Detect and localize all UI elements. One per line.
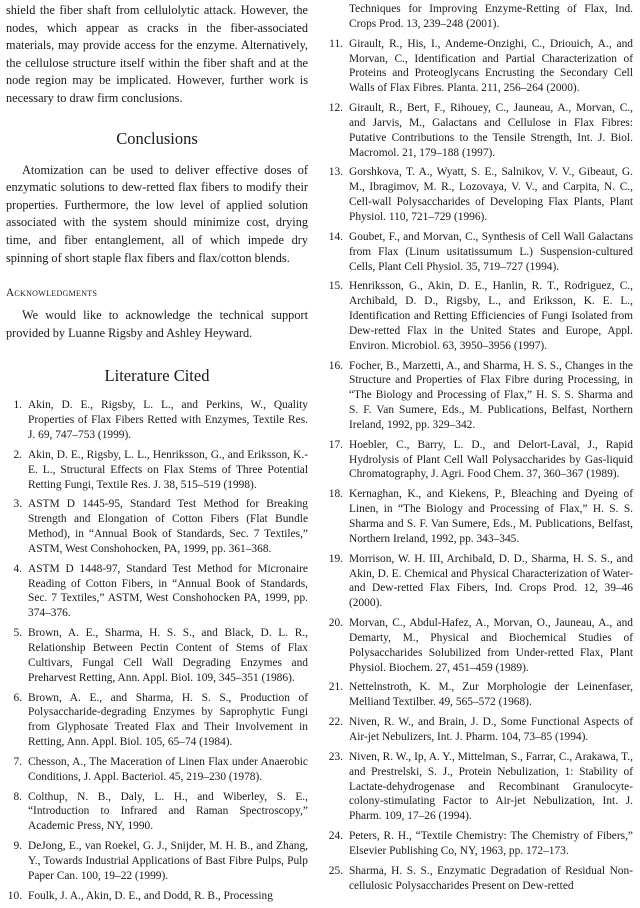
reference-item	[327, 864, 633, 894]
reference-text: Akin, D. E., Rigsby, L. L., and Perkins, W., Quality Properties of Flax Fibers Retted with Enzymes, Textile Res. J. 69, 747–753 (1999).	[28, 399, 308, 441]
reference-number: 6.	[13, 691, 22, 704]
reference-number: 8.	[13, 790, 22, 803]
reference-number: 7.	[13, 755, 22, 768]
reference-text: Foulk, J. A., Akin, D. E., and Dodd, R. B., Processing	[28, 889, 273, 902]
reference-number: 15.	[328, 280, 343, 293]
reference-number: 16.	[328, 359, 343, 372]
reference-text: Sharma, H. S. S., Enzymatic Degradation of Residual Non-cellulosic Polysaccharides Present on Dew-retted	[349, 864, 633, 892]
reference-number: 19.	[328, 552, 343, 565]
reference-text: Akin, D. E., Rigsby, L. L., Henriksson, G., and Eriksson, K.-E. L., Structural Effects on Flax Stems of Three Potential Retting Fungi, Textile Res. J. 38, 515–519 (1998).	[28, 448, 308, 491]
acknowledgments-paragraph: We would like to acknowledge the technical support provided by Luanne Rigsby and Ashley Heyward.	[6, 308, 308, 340]
reference-item	[327, 438, 633, 483]
reference-text: Girault, R., Bert, F., Rihouey, C., Jauneau, A., Morvan, C., and Jarvis, M., Galactans and Cellulose in Flax Fibres: Putative Contributions to the Tensile Strength, Int. J. Biol. Macromol. 21, 179–188 (1997).	[349, 102, 633, 159]
reference-item	[327, 37, 633, 96]
reference-number: 18.	[328, 488, 343, 501]
reference-list-left	[6, 398, 308, 903]
reference-number: 11.	[329, 37, 343, 50]
reference-text: Kernaghan, K., and Kiekens, P., Bleaching and Dyeing of Linen, in “The Biology and Processing of Flax,” H. S. S. Sharma and S. F. Van Sumere, Eds., M. Publications, Belfast, Northern Ireland, 1992, pp. 343–345.	[349, 488, 633, 545]
reference-text: Brown, A. E., and Sharma, H. S. S., Production of Polysaccharide-degrading Enzymes by Saprophytic Fungi from Glyphosate Treated Flax and Their Involvement in Retting, Ann. Appl. Biol. 105, 65–74 (1984).	[28, 691, 308, 749]
reference-item	[6, 839, 308, 884]
reference-number: 25.	[328, 864, 343, 877]
reference-number: 3.	[13, 498, 22, 511]
reference-item	[327, 359, 633, 433]
reference-number: 5.	[13, 627, 22, 640]
reference-number: 14.	[328, 230, 343, 243]
reference-number: 2.	[13, 448, 22, 461]
reference-text: Chesson, A., The Maceration of Linen Flax under Anaerobic Conditions, J. Appl. Bacteriol. 45, 219–230 (1978).	[28, 755, 308, 783]
reference-item	[6, 398, 308, 443]
reference-text: Morrison, W. H. III, Archibald, D. D., Sharma, H. S. S., and Akin, D. E. Chemical and Physical Characterization of Water- and Dew-retted Flax Fibers, Ind. Crops Prod. 12, 39–46 (2000).	[349, 552, 633, 610]
reference-text: ASTM D 1445-95, Standard Test Method for Breaking Strength and Elongation of Cotton Fibers (Flat Bundle Method), in “Annual Book of Standards, Sec. 7 Textiles,” ASTM, West Conshohocken, PA, 1999, pp. 361–368.	[28, 498, 308, 555]
reference-text: Morvan, C., Abdul-Hafez, A., Morvan, O., Jauneau, A., and Demarty, M., Physical and Biochemical Studies of Polysaccharides Solubilized from Under-retted Flax, Plant Physiol. Biochem. 27, 451–459 (1989).	[349, 617, 633, 674]
reference-number: 9.	[13, 840, 22, 853]
reference-number: 4.	[13, 562, 22, 575]
reference-item	[327, 750, 633, 824]
reference-text: Niven, R. W., and Brain, J. D., Some Functional Aspects of Air-jet Nebulizers, Int. J. Pharm. 104, 73–85 (1994).	[349, 716, 633, 743]
reference-text: ASTM D 1448-97, Standard Test Method for Micronaire Reading of Cotton Fibers, in “Annual Book of Standards, Sec. 7 Textiles,” ASTM, West Conshohocken PA, 1999, pp. 374–376.	[28, 562, 308, 620]
reference-item	[327, 616, 633, 675]
reference-text: Henriksson, G., Akin, D. E., Hanlin, R. T., Rodriguez, C., Archibald, D. D., Rigsby, L., and Eriksson, K. E. L., Identification and Retting Efficiencies of Fungi Isolated from Dew-retted Flax in the United States and Europe, Appl. Environ. Microbiol. 63, 3950–3956 (1997).	[349, 280, 633, 352]
reference-item	[327, 279, 633, 353]
reference-continuation-text: Techniques for Improving Enzyme-Retting of Flax, Ind. Crops Prod. 13, 239–248 (2001).	[349, 3, 633, 30]
literature-cited-heading: Literature Cited	[104, 366, 210, 386]
reference-item	[6, 691, 308, 750]
reference-item	[6, 790, 308, 835]
reference-number: 23.	[328, 750, 343, 763]
reference-text: Colthup, N. B., Daly, L. H., and Wiberley, S. E., “Introduction to Infrared and Raman Spectroscopy,” Academic Press, NY, 1990.	[28, 790, 308, 833]
left-column	[6, 0, 308, 908]
reference-number: 22.	[328, 716, 343, 729]
reference-text: Brown, A. E., Sharma, H. S. S., and Black, D. L. R., Relationship Between Pectin Content of Stems of Flax Cultivars, Fungal Cell Wall Degrading Enzymes and Preharvest Retting, Ann. Appl. Biol. 109, 345–351 (1986).	[28, 627, 308, 684]
reference-number: 17.	[328, 438, 343, 451]
reference-item	[6, 497, 308, 556]
reference-item	[6, 626, 308, 685]
reference-number: 20.	[328, 617, 343, 630]
reference-number: 10.	[7, 889, 22, 902]
reference-text: Niven, R. W., Ip, A. Y., Mittelman, S., Farrar, C., Arakawa, T., and Prestrelski, S. J., Protein Nebulization, 1: Stability of Lactate-dehydrogenase and Recombinant Granulocyte-colony-stimulating Factor to Air-jet Nebulization, Int. J. Pharm. 109, 17–26 (1994).	[349, 750, 633, 823]
acknowledgments-heading: Acknowledgments	[6, 287, 98, 300]
reference-text: Nettelnstroth, K. M., Zur Morphologie der Leinenfaser, Melliand Textilber. 49, 565–572 (1968).	[349, 681, 633, 709]
conclusions-heading: Conclusions	[116, 128, 198, 148]
right-column	[327, 0, 633, 898]
reference-text: Peters, R. H., “Textile Chemistry: The Chemistry of Fibers,” Elsevier Publishing Co, NY, 1963, pp. 172–173.	[349, 830, 633, 857]
reference-item	[6, 448, 308, 493]
reference-continuation	[327, 2, 633, 32]
reference-text: Gorshkova, T. A., Wyatt, S. E., Salnikov, V. V., Gibeaut, G. M., Ibragimov, M. R., Lozovaya, V. V., and Carpita, N. C., Cell-wall Polysaccharides of Developing Flax Plants, Plant Physiol. 110, 721–729 (1996).	[349, 166, 633, 223]
reference-item	[327, 829, 633, 859]
reference-item	[6, 889, 308, 904]
reference-number: 24.	[328, 830, 343, 843]
reference-text: DeJong, E., van Roekel, G. J., Snijder, M. H. B., and Zhang, Y., Towards Industrial Applications of Bast Fibre Pulps, Pulp Paper Can. 100, 19–22 (1999).	[28, 840, 308, 882]
reference-item	[327, 487, 633, 546]
reference-number: 13.	[328, 166, 343, 179]
reference-text: Focher, B., Marzetti, A., and Sharma, H. S. S., Changes in the Structure and Properties of Flax Fibre during Processing, in “The Biology and Processing of Flax,” H. S. S. Sharma and S. F. Van Sumere, Eds., M. Publications, Belfast, Northern Ireland, 1992, pp. 329–342.	[349, 359, 633, 431]
reference-number: 12.	[328, 102, 343, 115]
reference-number: 1.	[13, 399, 22, 412]
reference-text: Goubet, F., and Morvan, C., Synthesis of Cell Wall Galactans from Flax (Linum usitatissumum L.) Suspension-cultured Cells, Plant Cell Physiol. 35, 719–727 (1994).	[349, 230, 633, 273]
reference-item	[6, 755, 308, 785]
conclusions-paragraph: Atomization can be used to deliver effective doses of enzymatic solutions to dew-retted flax fibers to modify their properties. Furthermore, the low level of applied solution associated with the system should minimize cost, drying time, and fiber entanglement, all of which impede dry spinning of short staple flax fibers and flax/cotton blends.	[6, 162, 308, 265]
reference-number: 21.	[328, 681, 343, 694]
reference-item	[6, 562, 308, 621]
reference-item	[327, 680, 633, 710]
reference-item	[327, 715, 633, 745]
reference-item	[327, 552, 633, 611]
reference-text: Hoebler, C., Barry, L. D., and Delort-Laval, J., Rapid Hydrolysis of Plant Cell Wall Polysaccharides by Gas-liquid Chromatography, J. Agri. Food Chem. 37, 360–367 (1989).	[349, 438, 633, 481]
reference-text: Girault, R., His, I., Andeme-Onzighi, C., Driouich, A., and Morvan, C., Identification and Partial Characterization of Proteins and Proteoglycans Encrusting the Secondary Cell Walls of Flax Fibres. Planta. 211, 256–264 (2000).	[349, 37, 633, 95]
intro-paragraph: shield the fiber shaft from cellulolytic attack. However, the nodes, which appear as cracks in the fiber-associated materials, may provide access for the enzyme. Alternatively, the cellulose structure itself within the fiber shaft and at the node region may be implicated. However, further work is necessary to draw firm conclusions.	[6, 3, 308, 105]
reference-item	[327, 230, 633, 275]
reference-item	[327, 101, 633, 160]
reference-item	[327, 165, 633, 224]
reference-list-right	[327, 37, 633, 894]
